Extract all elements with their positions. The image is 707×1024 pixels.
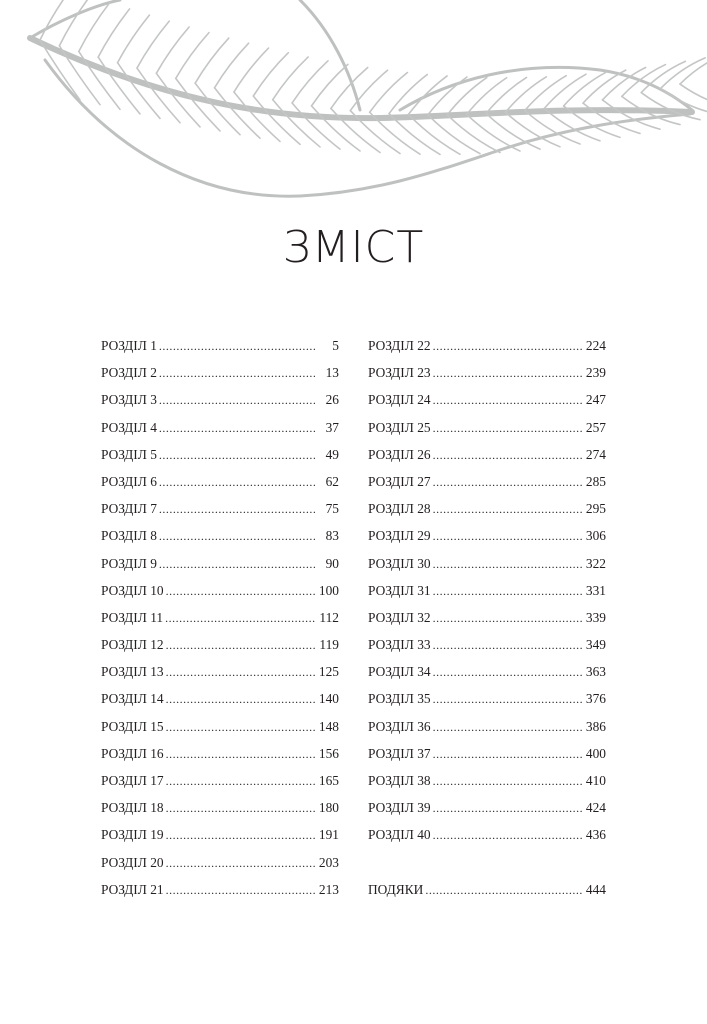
toc-entry[interactable] xyxy=(368,631,606,658)
toc-entry-page-number: 148 xyxy=(318,718,339,734)
toc-entry-label: РОЗДІЛ 4 xyxy=(101,419,157,435)
dot-leader xyxy=(433,469,582,496)
dot-leader xyxy=(166,822,315,849)
toc-entry-page-number: 119 xyxy=(319,637,339,653)
toc-entry-label: ПОДЯКИ xyxy=(368,881,424,897)
dot-leader xyxy=(433,387,582,414)
toc-entry-page-number: 37 xyxy=(325,419,339,435)
toc-entry-page-number: 203 xyxy=(318,854,339,870)
toc-entry-label: РОЗДІЛ 34 xyxy=(368,664,431,680)
toc-entry[interactable] xyxy=(368,658,606,685)
dot-leader xyxy=(433,360,582,387)
toc-entry-label: РОЗДІЛ 21 xyxy=(101,881,164,897)
toc-entry-label: РОЗДІЛ 26 xyxy=(368,446,431,462)
toc-entry-label: РОЗДІЛ 38 xyxy=(368,773,431,788)
dot-leader xyxy=(159,415,315,442)
toc-entry[interactable] xyxy=(368,713,606,740)
toc-entry[interactable] xyxy=(368,414,606,441)
toc-entry[interactable] xyxy=(368,794,606,821)
toc-entry[interactable] xyxy=(101,468,339,495)
toc-entry-page-number: 62 xyxy=(325,473,339,489)
dot-leader xyxy=(433,768,582,795)
dot-leader xyxy=(433,578,582,605)
dot-leader xyxy=(159,360,315,387)
toc-entry-page-number: 376 xyxy=(585,691,606,707)
dot-leader xyxy=(433,714,582,741)
toc-entry-label: РОЗДІЛ 39 xyxy=(368,800,431,816)
toc-entry-label: РОЗДІЛ 30 xyxy=(368,555,431,571)
toc-entry[interactable] xyxy=(101,713,339,740)
toc-entry[interactable] xyxy=(101,332,339,359)
toc-entry[interactable] xyxy=(101,794,339,821)
toc-entry-label: РОЗДІЛ 9 xyxy=(101,555,157,571)
toc-entry[interactable] xyxy=(368,332,606,359)
toc-entry-label: РОЗДІЛ 24 xyxy=(368,392,431,408)
toc-entry-acknowledgements[interactable] xyxy=(368,876,606,903)
toc-entry-label: РОЗДІЛ 6 xyxy=(101,473,157,489)
toc-entry[interactable] xyxy=(368,604,606,631)
page-title: ЗМІСТ xyxy=(282,222,425,273)
toc-entry-page-number: 306 xyxy=(585,528,606,544)
toc-entry-label: РОЗДІЛ 2 xyxy=(101,365,157,381)
toc-entry-page-number: 444 xyxy=(585,881,606,897)
toc-entry[interactable] xyxy=(368,359,606,386)
dot-leader xyxy=(433,551,582,578)
toc-entry-label: РОЗДІЛ 31 xyxy=(368,582,431,598)
toc-entry-page-number: 295 xyxy=(585,501,606,517)
toc-entry-label: РОЗДІЛ 22 xyxy=(368,338,431,353)
dot-leader xyxy=(166,850,315,877)
toc-entry-page-number: 386 xyxy=(585,718,606,734)
dot-leader xyxy=(159,442,315,469)
toc-entry[interactable] xyxy=(368,550,606,577)
toc-entry-label: РОЗДІЛ 25 xyxy=(368,419,431,435)
toc-entry-label: РОЗДІЛ 23 xyxy=(368,365,431,381)
toc-entry-label: РОЗДІЛ 40 xyxy=(368,827,431,843)
dot-leader xyxy=(159,469,315,496)
toc-entry[interactable] xyxy=(101,685,339,712)
toc-entry-label: РОЗДІЛ 11 xyxy=(101,609,164,625)
toc-column-left xyxy=(101,332,339,903)
toc-entry-page-number: 400 xyxy=(585,745,606,761)
toc-entry-page-number: 191 xyxy=(318,827,339,843)
toc-entry[interactable] xyxy=(101,414,339,441)
toc-entry-page-number: 156 xyxy=(318,745,339,761)
toc-entry-label: РОЗДІЛ 16 xyxy=(101,745,164,761)
toc-entry[interactable] xyxy=(101,876,339,903)
toc-entry-label: РОЗДІЛ 18 xyxy=(101,800,164,816)
toc-entry[interactable] xyxy=(101,658,339,685)
toc-entry-label: РОЗДІЛ 7 xyxy=(101,501,157,517)
toc-entry[interactable] xyxy=(368,495,606,522)
dot-leader xyxy=(433,496,582,523)
dot-leader xyxy=(433,822,582,849)
feather-illustration xyxy=(0,0,707,215)
toc-entry-page-number: 49 xyxy=(325,446,339,462)
toc-entry[interactable] xyxy=(368,386,606,413)
toc-entry-label: РОЗДІЛ 8 xyxy=(101,528,157,544)
toc-entry-label: РОЗДІЛ 10 xyxy=(101,582,164,598)
dot-leader xyxy=(166,877,315,904)
toc-entry[interactable] xyxy=(368,821,606,848)
dot-leader xyxy=(433,605,582,632)
dot-leader xyxy=(166,795,315,822)
toc-entry[interactable] xyxy=(101,604,339,631)
toc-entry-page-number: 165 xyxy=(318,773,339,788)
toc-entry[interactable] xyxy=(101,821,339,848)
toc-entry-page-number: 83 xyxy=(325,528,339,544)
toc-entry-page-number: 140 xyxy=(318,691,339,707)
toc-entry[interactable] xyxy=(368,468,606,495)
toc-entry-page-number: 75 xyxy=(325,501,339,517)
toc-entry-page-number: 112 xyxy=(319,609,339,625)
toc-entry-page-number: 90 xyxy=(325,555,339,571)
toc-entry-label: РОЗДІЛ 3 xyxy=(101,392,157,408)
toc-entry-page-number: 322 xyxy=(585,555,606,571)
toc-entry-label: РОЗДІЛ 14 xyxy=(101,691,164,707)
dot-leader xyxy=(159,333,315,360)
toc-entry-page-number: 436 xyxy=(585,827,606,843)
toc-entry-label: РОЗДІЛ 15 xyxy=(101,718,164,734)
toc-entry-label: РОЗДІЛ 20 xyxy=(101,854,164,870)
toc-entry-label: РОЗДІЛ 37 xyxy=(368,745,431,761)
toc-entry[interactable] xyxy=(101,522,339,549)
toc-entry-page-number: 349 xyxy=(585,637,606,653)
toc-entry-label: РОЗДІЛ 5 xyxy=(101,446,157,462)
toc-entry-label: РОЗДІЛ 35 xyxy=(368,691,431,707)
dot-leader xyxy=(166,632,315,659)
toc-entry-page-number: 285 xyxy=(585,473,606,489)
dot-leader xyxy=(166,659,315,686)
toc-entry[interactable] xyxy=(101,631,339,658)
toc-entry-page-number: 213 xyxy=(318,881,339,897)
toc-entry-page-number: 339 xyxy=(585,609,606,625)
toc-entry[interactable] xyxy=(101,849,339,876)
toc-entry-page-number: 224 xyxy=(585,338,606,353)
dot-leader xyxy=(433,523,582,550)
toc-entry[interactable] xyxy=(101,577,339,604)
toc-entry-page-number: 13 xyxy=(325,365,339,381)
toc-entry[interactable] xyxy=(368,740,606,767)
toc-entry[interactable] xyxy=(368,522,606,549)
dot-leader xyxy=(166,714,315,741)
toc-entry[interactable] xyxy=(101,767,339,794)
toc-entry-label: РОЗДІЛ 29 xyxy=(368,528,431,544)
toc-entry-label: РОЗДІЛ 33 xyxy=(368,637,431,653)
toc-column-right xyxy=(368,332,606,903)
toc-entry-page-number: 410 xyxy=(585,773,606,788)
toc-entry-label: РОЗДІЛ 32 xyxy=(368,609,431,625)
dot-leader xyxy=(166,578,315,605)
dot-leader xyxy=(433,442,582,469)
toc-entry-page-number: 424 xyxy=(585,800,606,816)
toc-entry[interactable] xyxy=(368,767,606,794)
toc-entry[interactable] xyxy=(368,441,606,468)
dot-leader xyxy=(166,686,315,713)
dot-leader xyxy=(433,333,582,360)
dot-leader xyxy=(165,605,315,632)
toc-entry-label: РОЗДІЛ 12 xyxy=(101,637,164,653)
dot-leader xyxy=(159,387,315,414)
toc-entry-page-number: 5 xyxy=(332,338,339,353)
toc-entry-page-number: 274 xyxy=(585,446,606,462)
toc-entry[interactable] xyxy=(101,359,339,386)
toc-entry[interactable] xyxy=(101,740,339,767)
dot-leader xyxy=(159,523,315,550)
toc-entry-label: РОЗДІЛ 19 xyxy=(101,827,164,843)
toc-entry-page-number: 257 xyxy=(585,419,606,435)
toc-entry-page-number: 26 xyxy=(325,392,339,408)
toc-entry[interactable] xyxy=(101,441,339,468)
dot-leader xyxy=(433,686,582,713)
toc-entry[interactable] xyxy=(368,685,606,712)
toc-entry-label: РОЗДІЛ 17 xyxy=(101,773,164,788)
toc-entry-page-number: 100 xyxy=(318,582,339,598)
toc-entry-label: РОЗДІЛ 28 xyxy=(368,501,431,517)
dot-leader xyxy=(433,795,582,822)
toc-entry-page-number: 239 xyxy=(585,365,606,381)
toc-entry[interactable] xyxy=(101,550,339,577)
dot-leader xyxy=(159,551,315,578)
toc-entry[interactable] xyxy=(368,577,606,604)
toc-entry-page-number: 180 xyxy=(318,800,339,816)
toc-spacer xyxy=(368,849,606,876)
toc-entry-label: РОЗДІЛ 13 xyxy=(101,664,164,680)
toc-entry[interactable] xyxy=(101,495,339,522)
toc-entry-label: РОЗДІЛ 27 xyxy=(368,473,431,489)
dot-leader xyxy=(425,877,582,904)
toc-entry-label: РОЗДІЛ 36 xyxy=(368,718,431,734)
dot-leader xyxy=(433,741,582,768)
toc-entry-page-number: 331 xyxy=(585,582,606,598)
dot-leader xyxy=(433,415,582,442)
toc-entry-label: РОЗДІЛ 1 xyxy=(101,338,157,353)
toc-entry[interactable] xyxy=(101,386,339,413)
toc-entry-page-number: 125 xyxy=(318,664,339,680)
dot-leader xyxy=(433,659,582,686)
toc-entry-page-number: 363 xyxy=(585,664,606,680)
toc-entry-page-number: 247 xyxy=(585,392,606,408)
dot-leader xyxy=(433,632,582,659)
dot-leader xyxy=(166,768,315,795)
dot-leader xyxy=(159,496,315,523)
dot-leader xyxy=(166,741,315,768)
